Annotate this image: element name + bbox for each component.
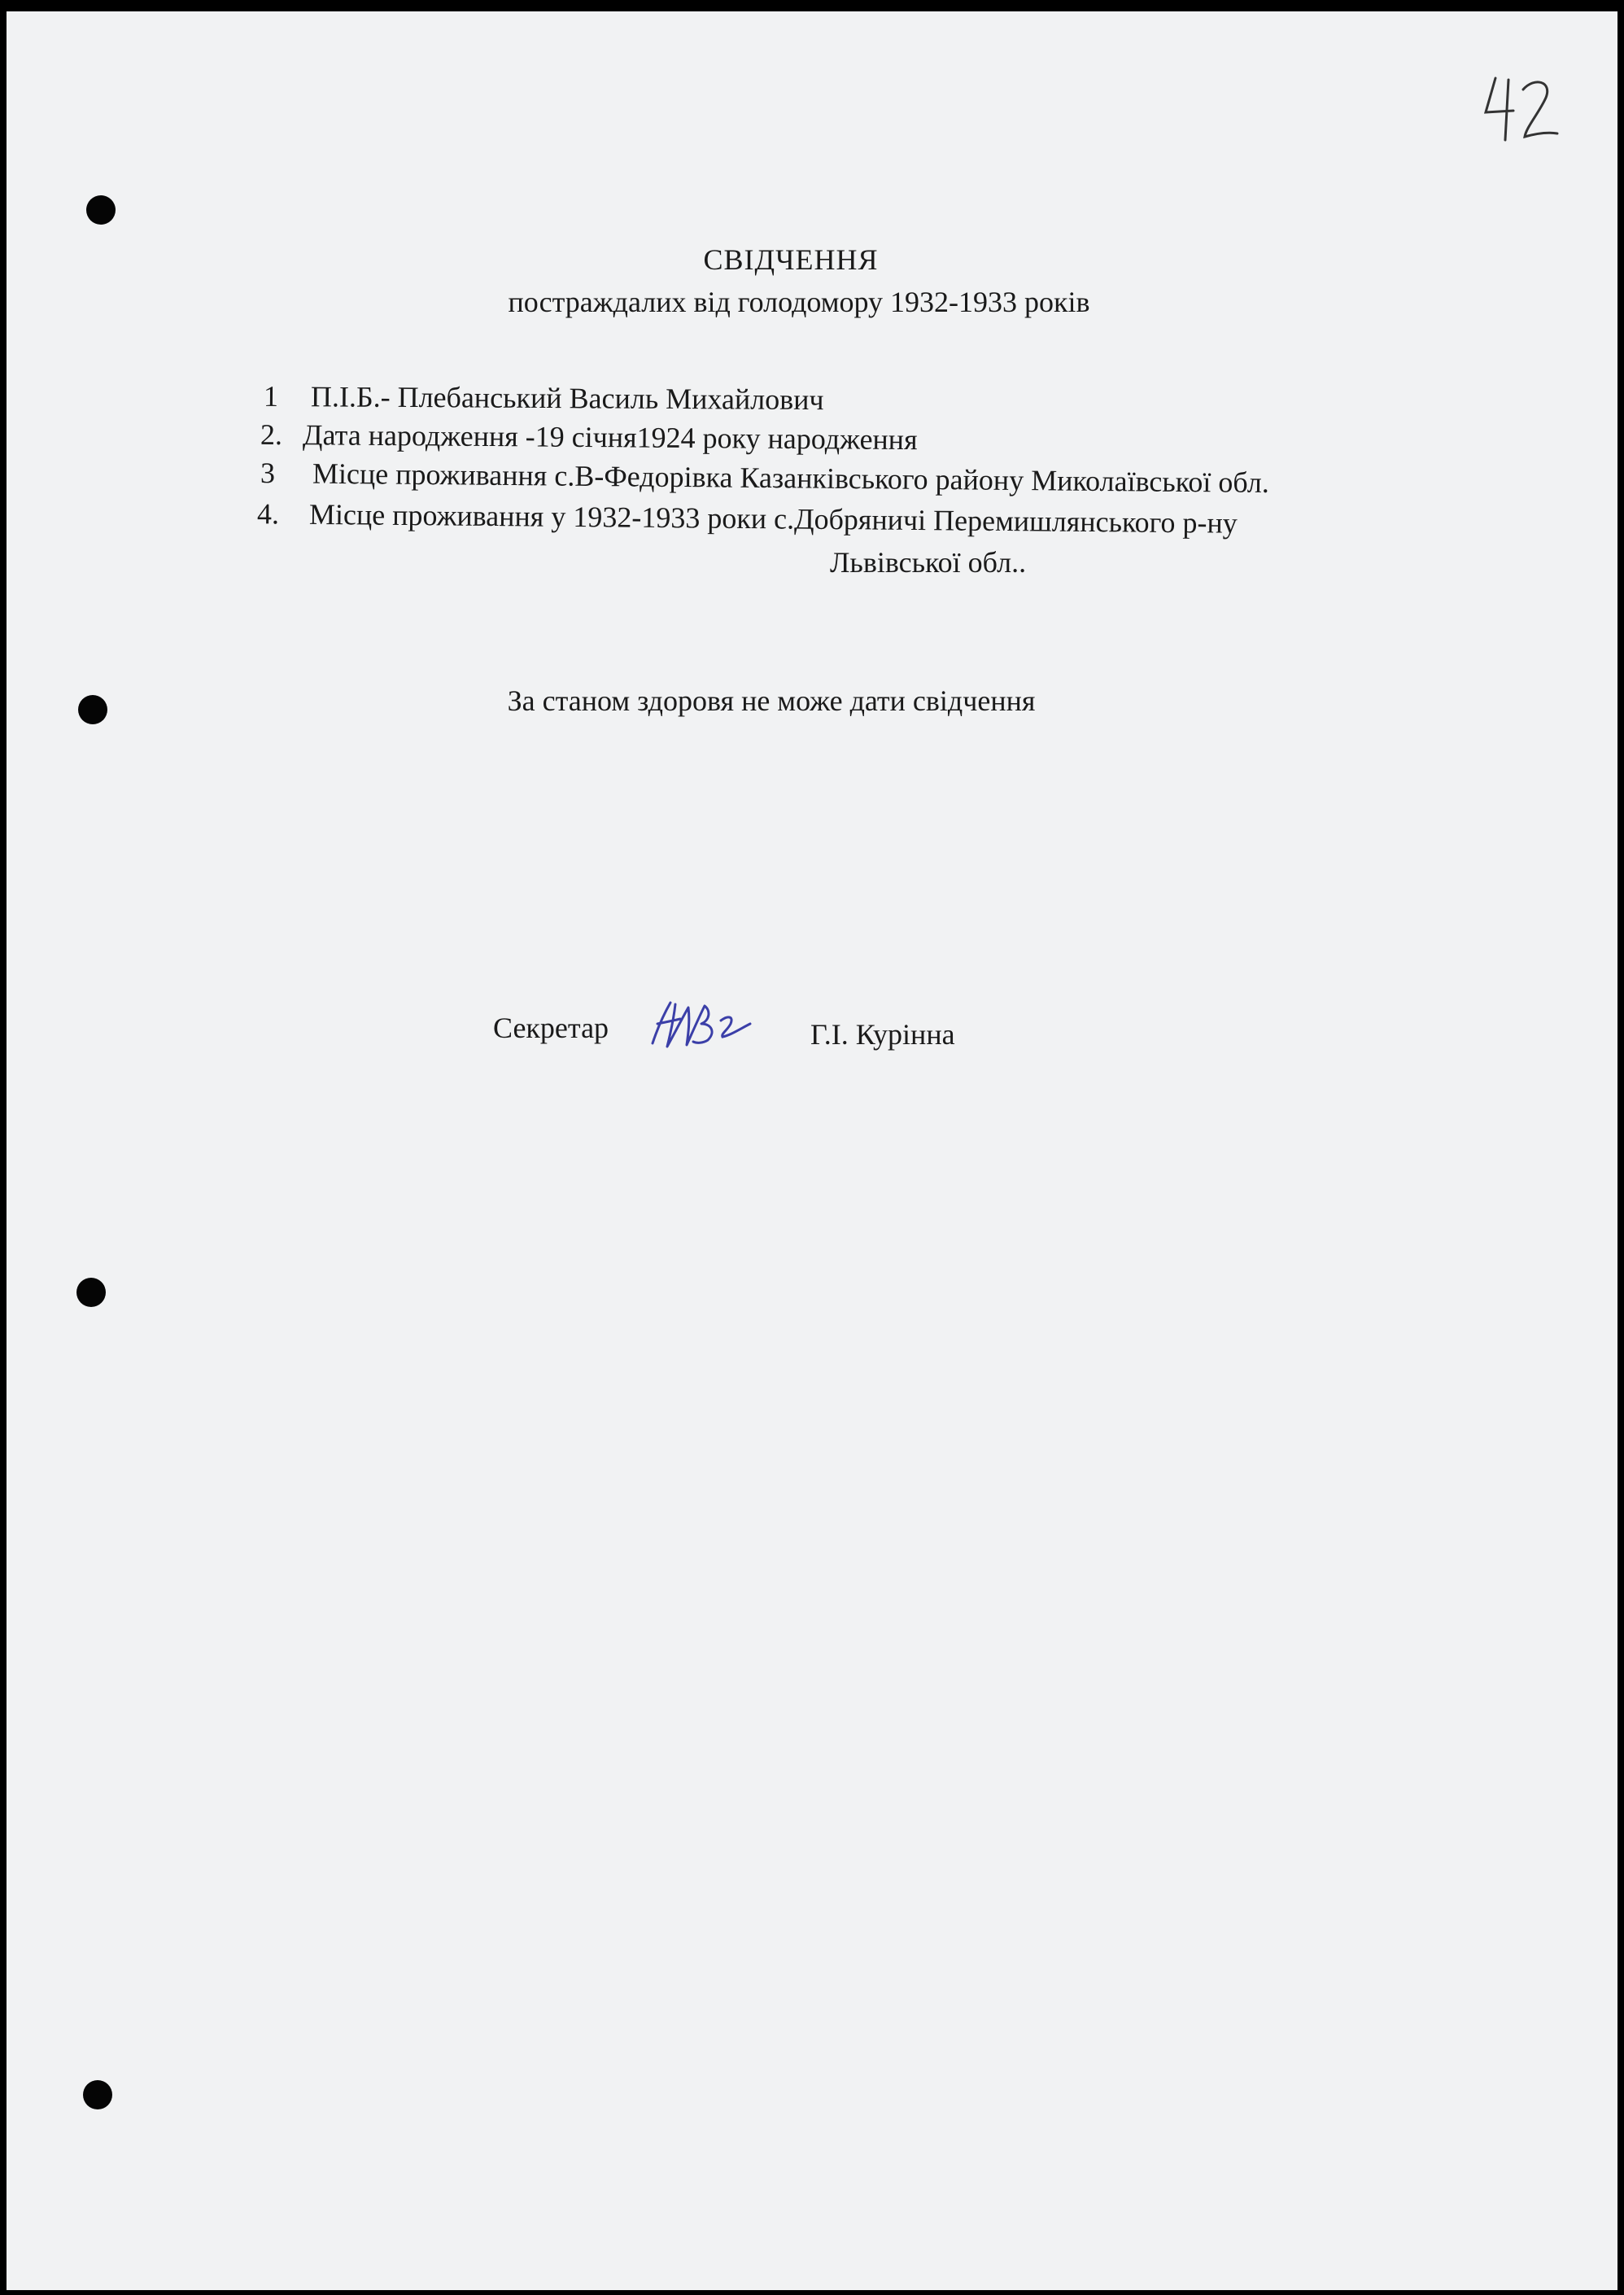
list-item — [264, 379, 824, 417]
list-item-number: 1 — [263, 379, 279, 413]
list-item — [260, 417, 918, 457]
list-item-text: Місце проживання у 1932-1933 роки с.Добряничі Перемишлянського р-ну — [308, 497, 1238, 540]
secretary-label: Секретар — [493, 1012, 609, 1044]
secretary-name: Г.І. Курінна — [810, 1018, 955, 1051]
list-item-number: 4. — [256, 497, 280, 531]
punch-hole — [86, 195, 116, 225]
health-note: За станом здоровя не може дати свідчення — [507, 684, 1036, 717]
list-item — [260, 456, 1269, 500]
list-item-text: Місце проживання с.В-Федорівка Казанківського району Миколаївської обл. — [312, 457, 1270, 499]
document-title: СВІДЧЕННЯ — [703, 243, 879, 276]
document-page — [7, 11, 1617, 2290]
list-item-continuation: Львівської обл.. — [830, 546, 1027, 579]
punch-hole — [83, 2080, 112, 2109]
handwritten-page-number — [1478, 62, 1567, 151]
list-item-number: 2. — [260, 417, 283, 452]
document-subtitle: постраждалих від голодомору 1932-1933 років — [508, 286, 1090, 318]
list-item-text: П.І.Б.- Плебанський Василь Михайлович — [310, 380, 824, 417]
list-item — [257, 496, 1238, 540]
signature — [646, 996, 760, 1053]
list-item-text: Дата народження -19 січня1924 року народження — [302, 418, 918, 457]
list-item-number: 3 — [260, 457, 276, 490]
punch-hole — [76, 1278, 106, 1307]
